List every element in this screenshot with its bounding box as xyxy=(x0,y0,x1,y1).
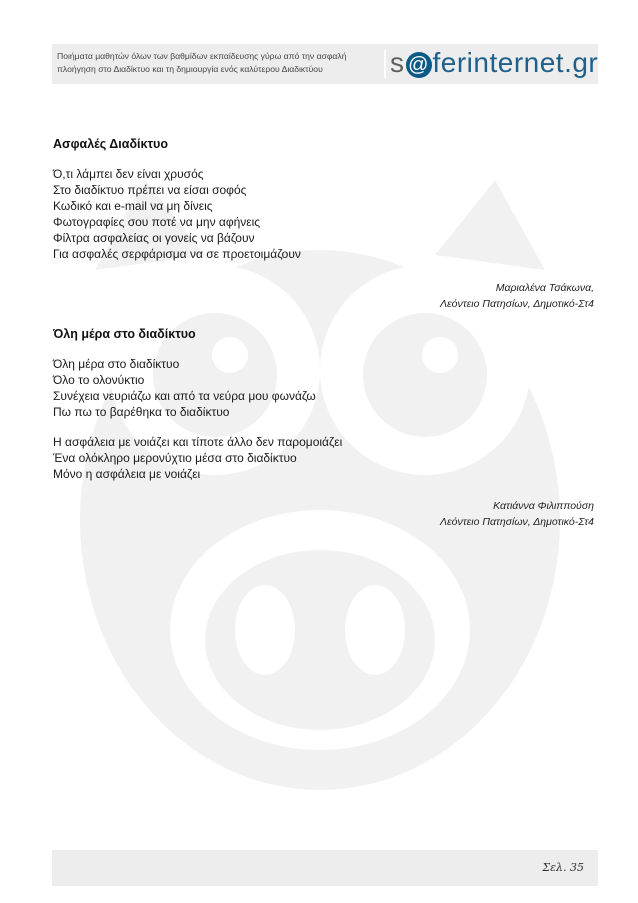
poem2-line: Όλη μέρα στο διαδίκτυο xyxy=(53,357,180,371)
poem2-line: Η ασφάλεια με νοιάζει και τίποτε άλλο δεν παρομοιάζει xyxy=(53,435,343,449)
poem1-author: Μαριαλένα Τσάκωνα, xyxy=(495,282,594,294)
poem1-line: Για ασφαλές σερφάρισμα να σε προετοιμάζουν xyxy=(53,247,301,261)
poem1-school: Λεόντειο Πατησίων, Δημοτικό-Στ4 xyxy=(440,298,594,310)
poem2-line: Μόνο η ασφάλεια με νοιάζει xyxy=(53,467,201,481)
page-footer xyxy=(52,850,598,886)
logo-at-icon: @ xyxy=(406,52,432,78)
poem2-line: Πω πω το βαρέθηκα το διαδίκτυο xyxy=(53,405,230,419)
poem2-school: Λεόντειο Πατησίων, Δημοτικό-Στ4 xyxy=(440,516,594,528)
poem1-line: Κωδικό και e-mail να μη δίνεις xyxy=(53,199,213,213)
poem2-line: Όλο το ολονύκτιο xyxy=(53,373,145,387)
poem1-line: Φίλτρα ασφαλείας οι γονείς να βάζουν xyxy=(53,231,255,245)
poem1-title: Ασφαλές Διαδίκτυο xyxy=(53,137,168,151)
poem2-line: Ένα ολόκληρο μερονύχτιο μέσα στο διαδίκτυο xyxy=(53,451,297,465)
logo-rest: ferinternet.gr xyxy=(432,47,599,78)
poem1-line: Ό,τι λάμπει δεν είναι χρυσός xyxy=(53,167,204,181)
poem2-title: Όλη μέρα στο διαδίκτυο xyxy=(53,327,196,341)
header-text: Ποιήματα μαθητών όλων των βαθμίδων εκπαίδευσης γύρω από την ασφαλή πλοήγηση στο Διαδίκτυο και τη δημιουργία ενός καλύτερου Διαδικτύου xyxy=(57,51,347,74)
logo-s: s xyxy=(390,47,405,78)
poem2-line: Συνέχεια νευριάζω και από τα νεύρα μου φωνάζω xyxy=(53,389,316,403)
poem2-author: Κατιάννα Φιλιππούση xyxy=(493,500,594,512)
page-number: Σελ. 35 xyxy=(542,861,584,874)
poem1-line: Στο διαδίκτυο πρέπει να είσαι σοφός xyxy=(53,183,247,197)
poem1-line: Φωτογραφίες σου ποτέ να μην αφήνεις xyxy=(53,215,261,229)
